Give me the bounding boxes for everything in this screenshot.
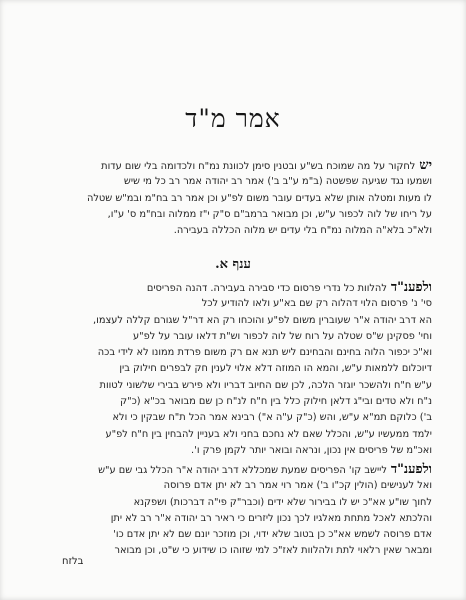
line-text: ואכ"מ של פריסים אין נכון, ונראה ובואר יותר לקמן פרק ו'. bbox=[191, 444, 432, 456]
line-text: לחקור על מה שמוכח בש"ע ובטנין סימן לכוונת נמ"ח ולכדומה בלי שום עדות bbox=[101, 161, 416, 172]
text-line bbox=[42, 527, 432, 543]
text-line bbox=[42, 443, 432, 459]
line-text: ושמעו נגד שגיעה שפשטה (ב"מ ע"ב ב') אמר רב יהודה אמר רב כל מי שיש bbox=[123, 176, 432, 188]
text-line bbox=[42, 361, 432, 377]
section-heading: ענף א. bbox=[215, 257, 251, 272]
line-text: להלוות כל נדרי פרסום כדי סבירה בעבירה. דהנה הפריסים bbox=[146, 283, 387, 294]
line-text: נ"ח ולא טדים ובי"ג דלאן חילוק כלל בין ח"ח לנ"ח כן שם מבואר בכ"א (כ"ק bbox=[120, 396, 432, 408]
text-line bbox=[42, 462, 432, 478]
paragraph-lead-word: ולפענ"ד bbox=[390, 280, 432, 295]
line-text: הא דרב יהודה א"ר שעוברין משום לפ"ע והוכחו רק הא דר"ל שגורם קללה לעצמו, bbox=[93, 314, 432, 326]
line-text: לו מעות ומטלה אותן שלא בעדים עובר משום לפ"ע וכן אמר רב בח"מ ובמ"ש שטלה bbox=[86, 192, 432, 204]
text-line bbox=[42, 511, 432, 527]
text-line bbox=[42, 280, 432, 296]
line-text: על ריחו של לוה לכפור ע"ש, וכן מבואר ברמב"ם ס"ק י"ז ממלוה ובח"מ ס' ע"ו, bbox=[107, 208, 432, 220]
paragraph-lead-word: יש bbox=[419, 158, 432, 173]
line-text: אדם פרוסה לשמש אא"כ כן בטוב שלא ידוי, וכן מוזכר יונם שם לא יתן אדם כו' bbox=[113, 529, 432, 541]
text-line bbox=[42, 191, 432, 207]
line-text: ואל לענישים (הולין קכ"ו ב') אמר רוי אמר רב לא יתן אדם פרוסה bbox=[163, 480, 432, 492]
text-line bbox=[42, 296, 432, 312]
text-line bbox=[42, 158, 432, 174]
paragraph-lead-word: ולפענ"ד bbox=[390, 462, 432, 477]
catchword: בלזח bbox=[62, 556, 84, 567]
line-text: ליישב קו' הפריסים שמעת שמכללא דרב יהודה א"ר הכלל גבי שם ע"ש bbox=[98, 465, 387, 476]
line-text: והלכתא לאכל מתחת מאלגיו לכך נכון ליזרים כי ראיר רב יהודה א"ר רב לא יתן bbox=[110, 512, 432, 524]
text-line bbox=[42, 495, 432, 511]
line-text: ומבאר שאין רלאוי לתת ולהלוות לאז"כ למי שזוהו כו שידוע כי ש"ט, וכן מבואר bbox=[114, 545, 432, 557]
line-text: ע"ש ח"ח ולהשכר יוגזר הלכה, לכן שם החיוב דבריו ולא פירש בבירי שלשוני לטוות bbox=[99, 379, 432, 391]
paragraph-1 bbox=[42, 280, 432, 459]
line-text: ילמד ממעשיו ע"ש, והכלל שאם לא נחכם בחני ולא בעניין להבחין בין ח"ח לפ"ע bbox=[105, 428, 432, 440]
text-line bbox=[42, 543, 432, 559]
text-line bbox=[42, 410, 432, 426]
line-text: ולא"כ בלא"ה המלוה נמ"ח בלי עדים יש מלוה הכללה בעבירה. bbox=[173, 225, 432, 237]
line-text: ב') כלוקם תמ"א ע"ש, והש (כ"ק ע"ה א") רבינא אמר הכל ת"ח שבקין כי ולא bbox=[112, 412, 432, 424]
text-line bbox=[42, 345, 432, 361]
text-line bbox=[42, 427, 432, 443]
intro-paragraph bbox=[42, 158, 432, 239]
page-title: אמר מ"ד bbox=[185, 104, 281, 133]
text-line bbox=[42, 174, 432, 190]
line-text: דיוכלום ללמאות ע"ש, והמא הו המוזה דלא אלוי לענין חק לבפרים חילוק בין bbox=[119, 363, 432, 375]
paragraph-2 bbox=[42, 462, 432, 560]
line-text: וא"כ יכפור הלוה בחינם והבחינם ליש תנא אם רק משום פרדת ממונו לא לידי בכה bbox=[97, 347, 432, 359]
text-line bbox=[42, 394, 432, 410]
text-line bbox=[42, 378, 432, 394]
text-line bbox=[42, 478, 432, 494]
text-line bbox=[42, 223, 432, 239]
text-line bbox=[42, 329, 432, 345]
line-text: וחי' פסקינן ש"ס שטלה על רוח של לוה לכפור וש"ת דלאו עובר על לפ"ע bbox=[133, 330, 432, 342]
text-line bbox=[42, 313, 432, 329]
text-line bbox=[42, 207, 432, 223]
line-text: סי' נ' פרסום הלוי דהלוה רק שם בא"ע ולאו להודיע לכל bbox=[201, 298, 432, 310]
line-text: לחוך שו"ע אא"כ יש לו בבירור שלא ידים (וכבר"ק פי"ה דברכות) ושפקנא bbox=[133, 496, 432, 508]
